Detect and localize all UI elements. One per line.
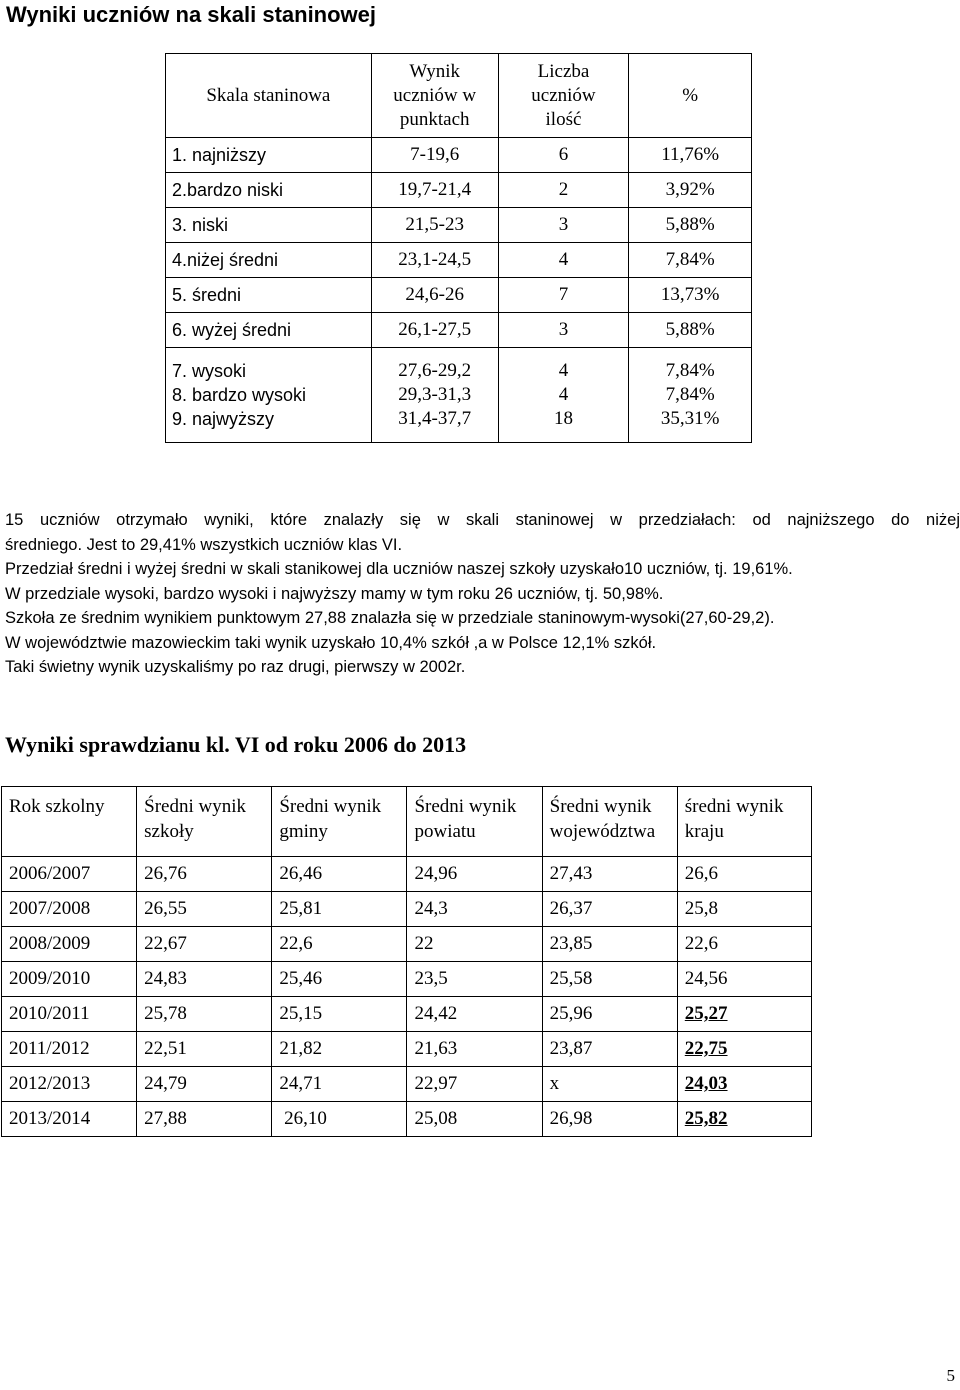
header-score-line2: uczniów w (393, 84, 477, 106)
page-number: 5 (946, 1366, 955, 1385)
cell-scale: 4.niżej średni (166, 243, 372, 278)
cell-scale: 9. najwyższy (172, 409, 275, 429)
cell-commune: 22,6 (272, 927, 407, 962)
table-row-merged (166, 348, 752, 443)
cell-range: 19,7-21,4 (371, 173, 498, 208)
header-line: powiatu (414, 821, 476, 842)
cell-school: 26,55 (137, 892, 272, 927)
cell-school: 24,79 (137, 1067, 272, 1102)
cell-voivodeship: 27,43 (542, 857, 677, 892)
cell-county: 24,96 (407, 857, 542, 892)
cell-year: 2007/2008 (2, 892, 137, 927)
cell-commune: 26,10 (272, 1102, 407, 1137)
page-title: Wyniki uczniów na skali staninowej (6, 2, 377, 27)
cell-scale-group (166, 348, 372, 443)
cell-voivodeship: 26,98 (542, 1102, 677, 1137)
cell-percent: 13,73% (629, 278, 752, 313)
cell-range: 27,6-29,2 (398, 360, 472, 381)
cell-scale: 6. wyżej średni (166, 313, 372, 348)
cell-voivodeship: 25,96 (542, 997, 677, 1032)
cell-commune: 25,46 (272, 962, 407, 997)
paragraph-line: Taki świetny wynik uzyskaliśmy po raz drugi, pierwszy w 2002r. (5, 658, 466, 676)
header-line: szkoły (144, 821, 194, 842)
cell-count: 3 (498, 208, 629, 243)
header-school (137, 787, 272, 857)
cell-year: 2006/2007 (2, 857, 137, 892)
cell-school: 26,76 (137, 857, 272, 892)
header-count-line3: ilość (545, 108, 582, 130)
cell-range: 29,3-31,3 (398, 384, 472, 405)
cell-range: 26,1-27,5 (371, 313, 498, 348)
table-row (2, 1067, 812, 1102)
exam-results-table (1, 786, 812, 1137)
cell-school: 27,88 (137, 1102, 272, 1137)
cell-range: 7-19,6 (371, 138, 498, 173)
cell-percent: 5,88% (629, 313, 752, 348)
table-row (2, 1032, 812, 1067)
cell-range: 23,1-24,5 (371, 243, 498, 278)
cell-school: 22,67 (137, 927, 272, 962)
paragraph-line: Szkoła ze średnim wynikiem punktowym 27,88 znalazła się w przedziale staninowym-wysoki(27,60-29,2). (5, 609, 775, 627)
table-row (166, 313, 752, 348)
cell-county: 24,3 (407, 892, 542, 927)
header-score-line3: punktach (399, 108, 470, 130)
header-commune (272, 787, 407, 857)
paragraph-line: W przedziale wysoki, bardzo wysoki i najwyższy mamy w tym roku 26 uczniów, tj. 50,98%. (5, 584, 664, 603)
paragraph-line: W województwie mazowieckim taki wynik uzyskało 10,4% szkół ,a w Polsce 12,1% szkół. (5, 633, 657, 652)
header-percent: % (629, 54, 752, 138)
header-year (2, 787, 137, 857)
cell-count: 3 (498, 313, 629, 348)
cell-country: 22,75 (677, 1032, 811, 1067)
cell-commune: 25,81 (272, 892, 407, 927)
cell-year: 2010/2011 (2, 997, 137, 1032)
header-count-line1: Liczba (537, 60, 590, 82)
header-line: Rok szkolny (9, 796, 105, 817)
table-row (166, 173, 752, 208)
header-voivodeship (542, 787, 677, 857)
table-row (2, 892, 812, 927)
cell-county: 25,08 (407, 1102, 542, 1137)
cell-country: 25,8 (677, 892, 811, 927)
table-row (2, 997, 812, 1032)
summary-paragraph (5, 508, 960, 680)
cell-voivodeship: 25,58 (542, 962, 677, 997)
cell-scale: 3. niski (166, 208, 372, 243)
table-row (166, 208, 752, 243)
cell-year: 2008/2009 (2, 927, 137, 962)
cell-scale: 7. wysoki (172, 361, 247, 381)
cell-percent: 3,92% (629, 173, 752, 208)
cell-county: 22,97 (407, 1067, 542, 1102)
cell-country: 24,03 (677, 1067, 811, 1102)
cell-commune: 21,82 (272, 1032, 407, 1067)
cell-percent: 11,76% (629, 138, 752, 173)
header-line: gminy (279, 821, 328, 842)
cell-scale: 5. średni (166, 278, 372, 313)
cell-percent: 7,84% (629, 243, 752, 278)
cell-county: 21,63 (407, 1032, 542, 1067)
cell-voivodeship: 23,87 (542, 1032, 677, 1067)
header-country (677, 787, 811, 857)
cell-school: 22,51 (137, 1032, 272, 1067)
header-count-line2: uczniów (531, 84, 596, 106)
cell-school: 24,83 (137, 962, 272, 997)
cell-count: 4 (558, 360, 569, 381)
cell-count-group (498, 348, 629, 443)
cell-country: 26,6 (677, 857, 811, 892)
cell-scale: 2.bardzo niski (166, 173, 372, 208)
header-line: kraju (684, 821, 724, 842)
cell-count: 6 (498, 138, 629, 173)
cell-percent: 5,88% (629, 208, 752, 243)
header-scale: Skala staninowa (166, 54, 372, 138)
paragraph-line: średniego. Jest to 29,41% wszystkich uczniów klas VI. (5, 535, 403, 554)
cell-count: 18 (553, 408, 573, 429)
cell-percent-group (629, 348, 752, 443)
table-row (166, 243, 752, 278)
cell-county: 22 (407, 927, 542, 962)
cell-scale: 8. bardzo wysoki (172, 385, 307, 405)
cell-country: 22,6 (677, 927, 811, 962)
header-line: średni wynik (684, 796, 784, 817)
header-score (371, 54, 498, 138)
cell-percent: 7,84% (665, 384, 715, 405)
table-row (2, 857, 812, 892)
header-county (407, 787, 542, 857)
cell-percent: 35,31% (660, 408, 720, 429)
header-line: Średni wynik (414, 796, 517, 817)
cell-school: 25,78 (137, 997, 272, 1032)
cell-county: 23,5 (407, 962, 542, 997)
header-score-line1: Wynik (409, 60, 460, 82)
cell-year: 2012/2013 (2, 1067, 137, 1102)
section-title: Wyniki sprawdzianu kl. VI od roku 2006 do 2013 (5, 732, 467, 757)
cell-country: 25,82 (677, 1102, 811, 1137)
cell-count: 4 (558, 384, 569, 405)
cell-commune: 26,46 (272, 857, 407, 892)
cell-range: 21,5-23 (371, 208, 498, 243)
header-count (498, 54, 629, 138)
cell-count: 7 (498, 278, 629, 313)
cell-county: 24,42 (407, 997, 542, 1032)
cell-range: 24,6-26 (371, 278, 498, 313)
cell-scale: 1. najniższy (166, 138, 372, 173)
header-line: Średni wynik (279, 796, 382, 817)
cell-commune: 24,71 (272, 1067, 407, 1102)
table-row (2, 1102, 812, 1137)
header-line: Średni wynik (549, 796, 652, 817)
cell-range: 31,4-37,7 (398, 408, 472, 429)
table-row (166, 278, 752, 313)
exam-table-header (2, 787, 812, 857)
table-row (166, 138, 752, 173)
paragraph-line: Przedział średni i wyżej średni w skali stanikowej dla uczniów naszej szkoły uzyskało10 uczniów, tj. 19,61%. (5, 560, 793, 578)
cell-voivodeship: 26,37 (542, 892, 677, 927)
cell-voivodeship: x (542, 1067, 677, 1102)
paragraph-line: 15 uczniów otrzymało wyniki, które znalazły się w skali staninowej w przedziałach: od najniższego do niżej (5, 511, 960, 529)
stanine-table-header (166, 54, 752, 138)
cell-country: 25,27 (677, 997, 811, 1032)
cell-percent: 7,84% (665, 360, 715, 381)
table-row (2, 927, 812, 962)
cell-commune: 25,15 (272, 997, 407, 1032)
cell-count: 2 (498, 173, 629, 208)
stanine-table (165, 53, 752, 443)
cell-year: 2013/2014 (2, 1102, 137, 1137)
cell-year: 2011/2012 (2, 1032, 137, 1067)
table-row (2, 962, 812, 997)
cell-country: 24,56 (677, 962, 811, 997)
cell-year: 2009/2010 (2, 962, 137, 997)
header-line: województwa (549, 821, 656, 842)
cell-voivodeship: 23,85 (542, 927, 677, 962)
cell-range-group (371, 348, 498, 443)
header-line: Średni wynik (144, 796, 247, 817)
cell-count: 4 (498, 243, 629, 278)
